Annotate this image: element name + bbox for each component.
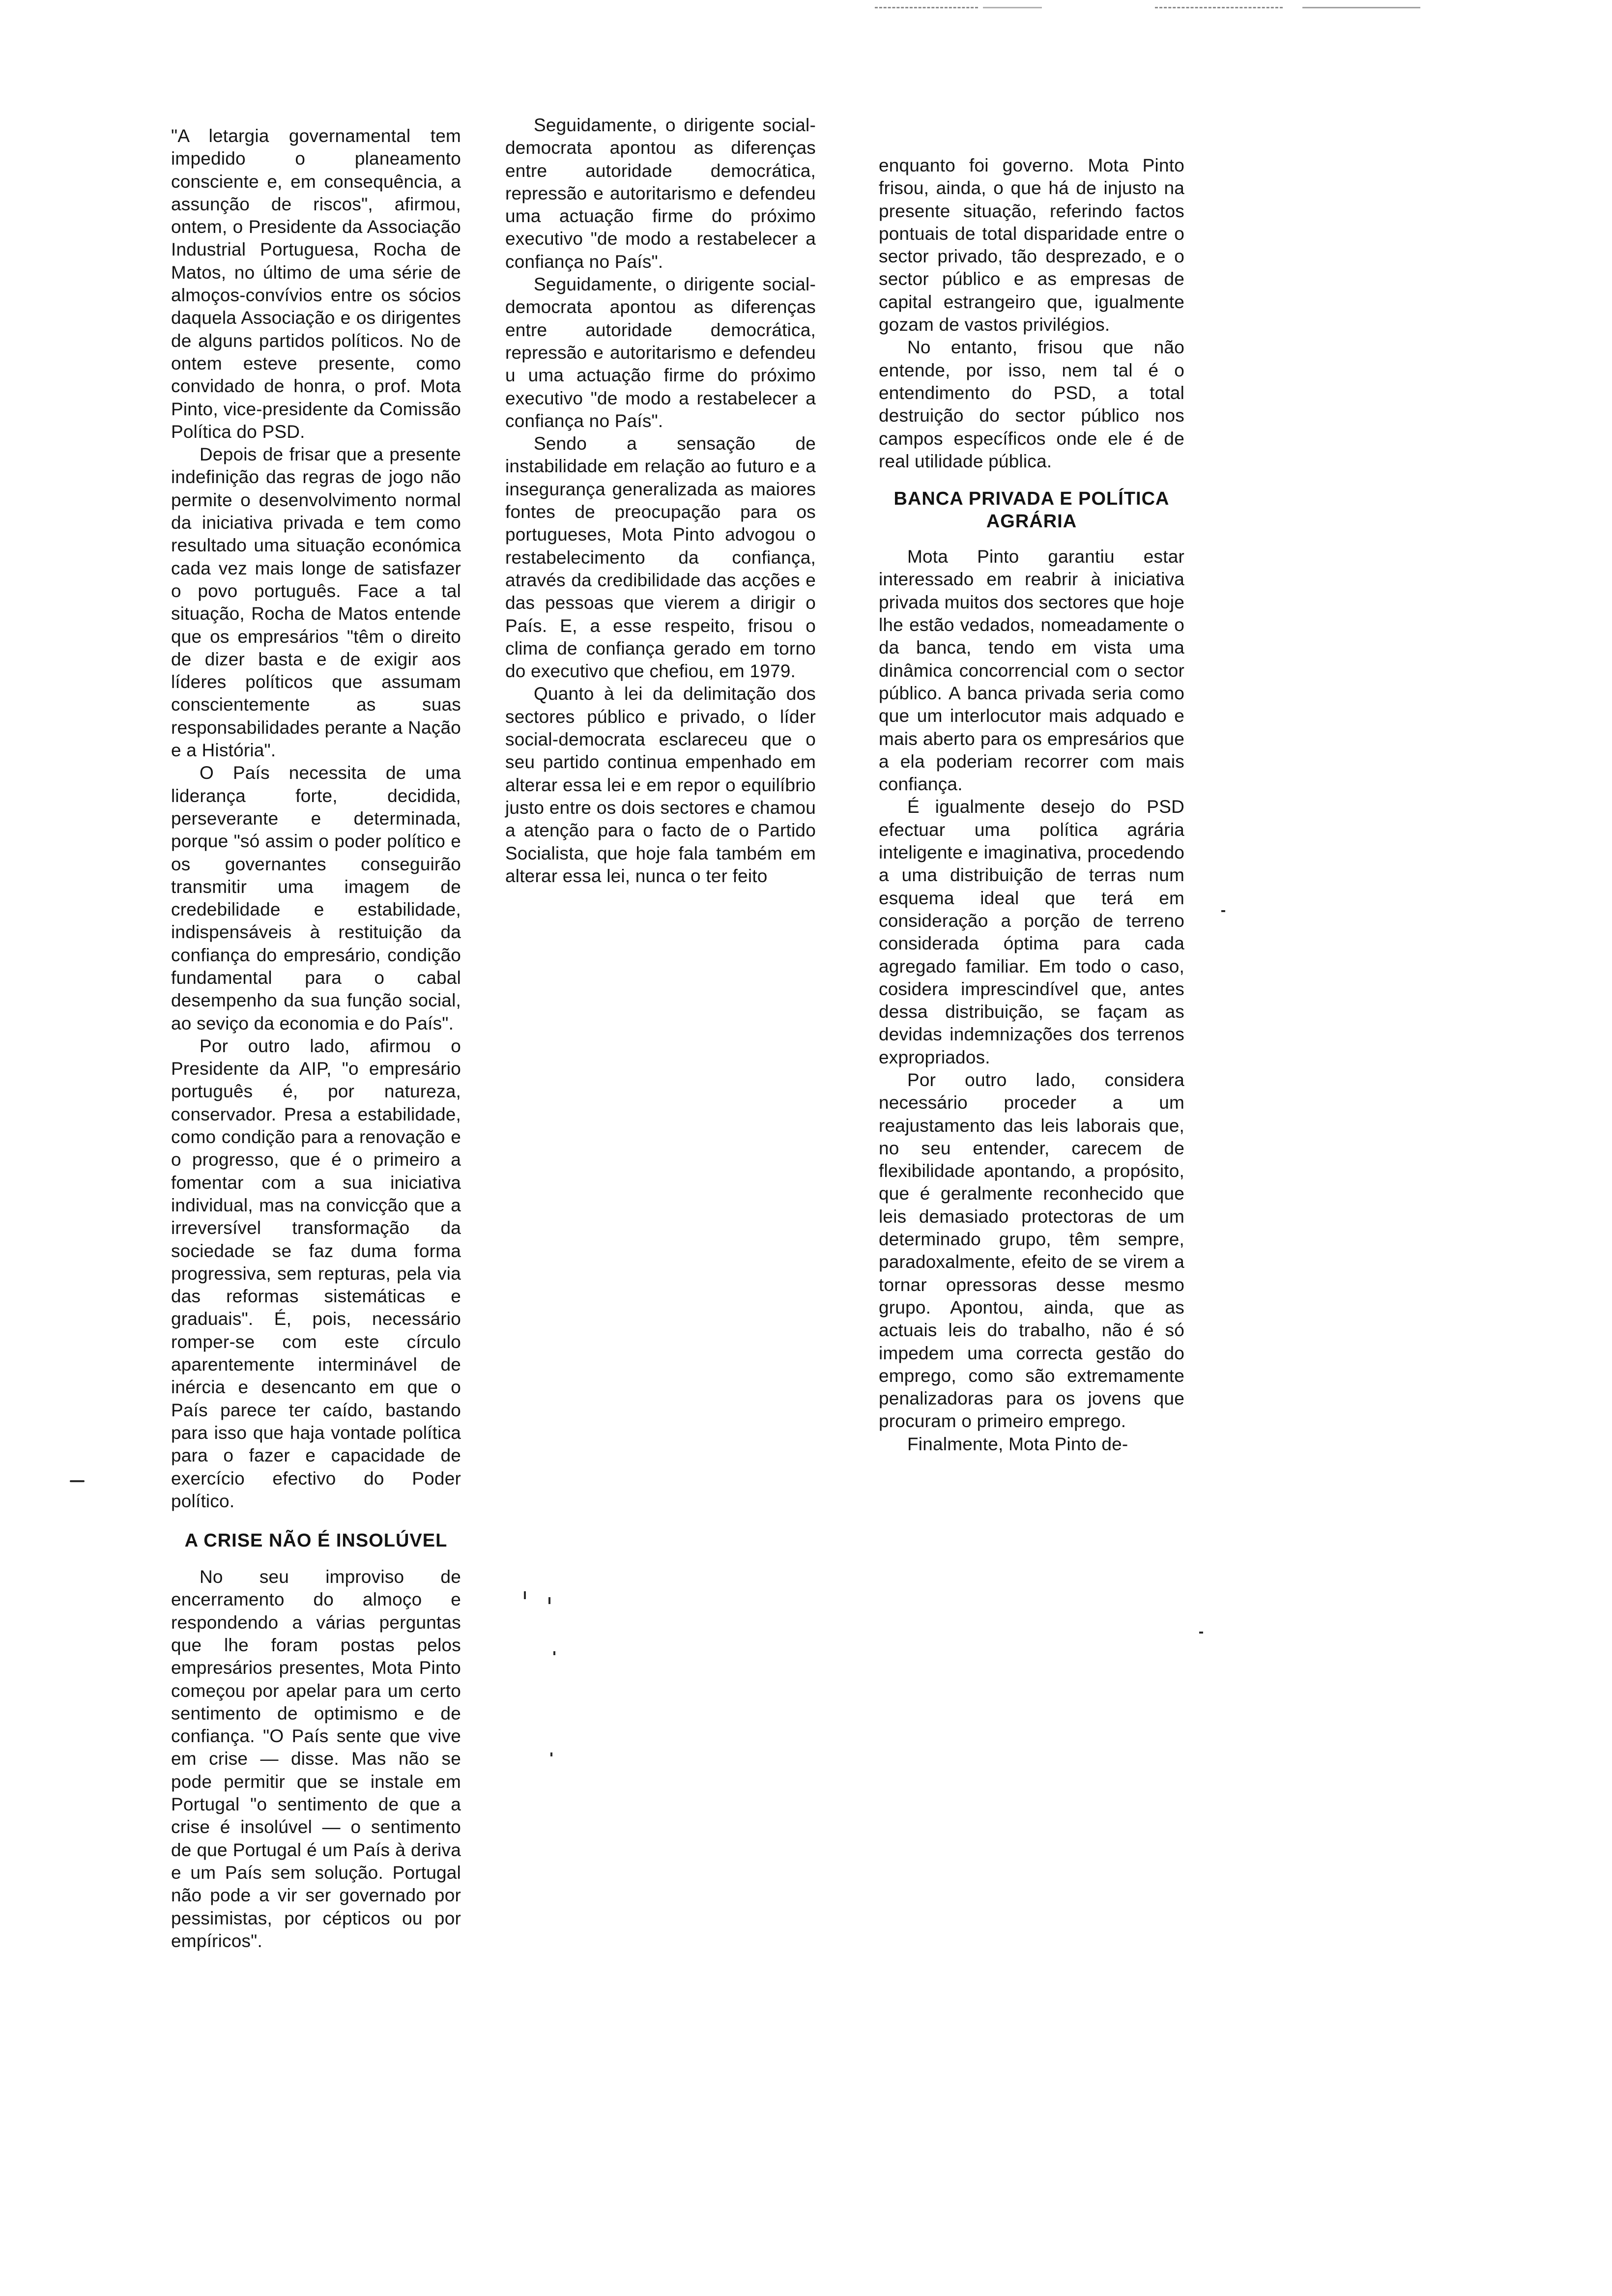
article-paragraph: Por outro lado, afirmou o Presidente da AIP, "o empresário português é, por natureza, conservador. Presa a estabilidade, como condição para a renovação e o progresso, que é o primeiro a fomentar com a sua iniciativa individual, mas na convicção que a irreversível transformação da sociedade se faz duma forma progressiva, sem repturas, pela via das reformas sistemáticas e graduais". É, pois, necessário romper-se com este círculo aparentemente interminável de inércia e desencanto em que o País parece ter caído, bastando para isso que haja vontade política para o fazer e capacidade de exercício efectivo do Poder político. [171,1035,461,1511]
article-paragraph: É igualmente desejo do PSD efectuar uma política agrária inteligente e imaginativa, procedendo a uma distribuição de terras num esquema ideal que terá em consideração a porção de terreno considerada óptima para cada agregado familiar. Em todo o caso, cosidera imprescindível que, antes dessa distribuição, se façam as devidas indemnizações dos terrenos expropriados. [879,797,1184,1067]
article-paragraph: Mota Pinto garantiu estar interessado em reabrir à iniciativa privada muitos dos sectores que hoje lhe estão vedados, nomeadamente o da banca, tendo em vista uma dinâmica concorrencial com o sector público. A banca privada seria como que um interlocutor mais adquado e mais aberto para os empresários que a ela poderiam recorrer com mais confiança. [879,546,1184,795]
top-edge-rule [983,7,1042,8]
article-paragraph: "A letargia governamental tem impedido o planeamento consciente e, em consequência, a assunção de riscos", afirmou, ontem, o Presidente da Associação Industrial Portuguesa, Rocha de Matos, no último de uma série de almoços-convívios entre os sócios daquela Associação e os dirigentes de alguns partidos políticos. No de ontem esteve presente, como convidado de honra, o prof. Mota Pinto, vice-presidente da Comissão Política do PSD. [171,126,461,442]
scan-speck [548,1597,550,1604]
article-column-1 [171,125,461,1952]
article-paragraph: Seguidamente, o dirigente social-democrata apontou as diferenças entre autoridade democrática, repressão e autoritarismo e defendeu uma actuação firme do próximo executivo "de modo a restabelecer a confiança no País". [505,115,816,272]
article-paragraph: Por outro lado, considera necessário proceder a um reajustamento das leis laborais que, no seu entender, carecem de flexibilidade apontando, a propósito, que é geralmente reconhecido que leis demasiado protectoras de um determinado grupo, têm sempre, paradoxalmente, efeito de se virem a tornar opressoras desse mesmo grupo. Apontou, ainda, que as actuais leis do trabalho, não é só impedem uma correcta gestão do emprego, como são extremamente penalizadoras para os jovens que procuram o primeiro emprego. [879,1069,1184,1432]
article-paragraph: No seu improviso de encerramento do almoço e respondendo a várias perguntas que lhe foram postas pelos empresários presentes, Mota Pinto começou por apelar para um certo sentimento de optimismo e de confiança. "O País sente que vive em crise — disse. Mas não se pode permitir que se instale em Portugal "o sentimento de que a crise é insolúvel — o sentimento de que Portugal é um País à deriva e um País sem solução. Portugal não pode a vir ser governado por pessimistas, por cépticos ou por empíricos". [171,1567,461,1951]
article-paragraph: No entanto, frisou que não entende, por isso, nem tal é o entendimento do PSD, a total destruição do sector público nos campos específicos onde ele é de real utilidade pública. [879,337,1184,471]
article-paragraph: Seguidamente, o dirigente social-democrata apontou as diferenças entre autoridade democrática, repressão e autoritarismo e defendeu u uma actuação firme do próximo executivo "de modo a restabelecer a confiança no País". [505,274,816,431]
scan-speck [553,1651,555,1655]
top-edge-rule [875,7,978,8]
article-paragraph: Finalmente, Mota Pinto de- [907,1434,1128,1454]
article-paragraph: Depois de frisar que a presente indefinição das regras de jogo não permite o desenvolvimento normal da iniciativa privada e tem como resultado uma situação económica cada vez mais longe de satisfazer o povo português. Face a tal situação, Rocha de Matos entende que os empresários "têm o direito de dizer basta e de exigir aos líderes políticos que assumam conscientemente as suas responsabilidades perante a Nação e a História". [171,444,461,761]
top-edge-rule [1155,7,1283,8]
scan-speck [70,1480,85,1482]
article-paragraph: Quanto à lei da delimitação dos sectores público e privado, o líder social-democrata esclareceu que o seu partido continua empenhado em alterar essa lei e em repor o equilíbrio justo entre os dois sectores e chamou a atenção para o facto de o Partido Socialista, que hoje fala também em alterar essa lei, nunca o ter feito [505,684,816,886]
scan-speck [550,1752,552,1756]
section-subheading: BANCA PRIVADA E POLÍTICA AGRÁRIA [893,488,1170,532]
scan-speck [1199,1632,1203,1634]
top-edge-rule [1302,7,1420,8]
article-paragraph: O País necessita de uma liderança forte, decidida, perseverante e determinada, porque "só assim o poder político e os governantes conseguirão transmitir uma imagem de credebilidade e estabilidade, indispensáveis à restituição da confiança do empresário, condição fundamental para o cabal desempenho da sua função social, ao seviço da economia e do País". [171,763,461,1033]
article-column-3 [879,154,1184,1456]
article-paragraph: enquanto foi governo. Mota Pinto frisou, ainda, o que há de injusto na presente situação, referindo factos pontuais de total disparidade entre o sector privado, tão desprezado, e o sector público e as empresas de capital estrangeiro que, igualmente gozam de vastos privilégios. [879,155,1184,335]
section-subheading: A CRISE NÃO É INSOLÚVEL [184,1530,448,1551]
article-paragraph: Sendo a sensação de instabilidade em relação ao futuro e a insegurança generalizada as maiores fontes de preocupação para os portugueses, Mota Pinto advogou o restabelecimento da confiança, através da credibilidade das acções e das pessoas que vierem a dirigir o País. E, a esse respeito, frisou o clima de confiança gerado em torno do executivo que chefiou, em 1979. [505,433,816,682]
scan-speck [524,1591,526,1599]
article-column-2 [505,114,816,888]
scan-speck [1221,910,1225,912]
